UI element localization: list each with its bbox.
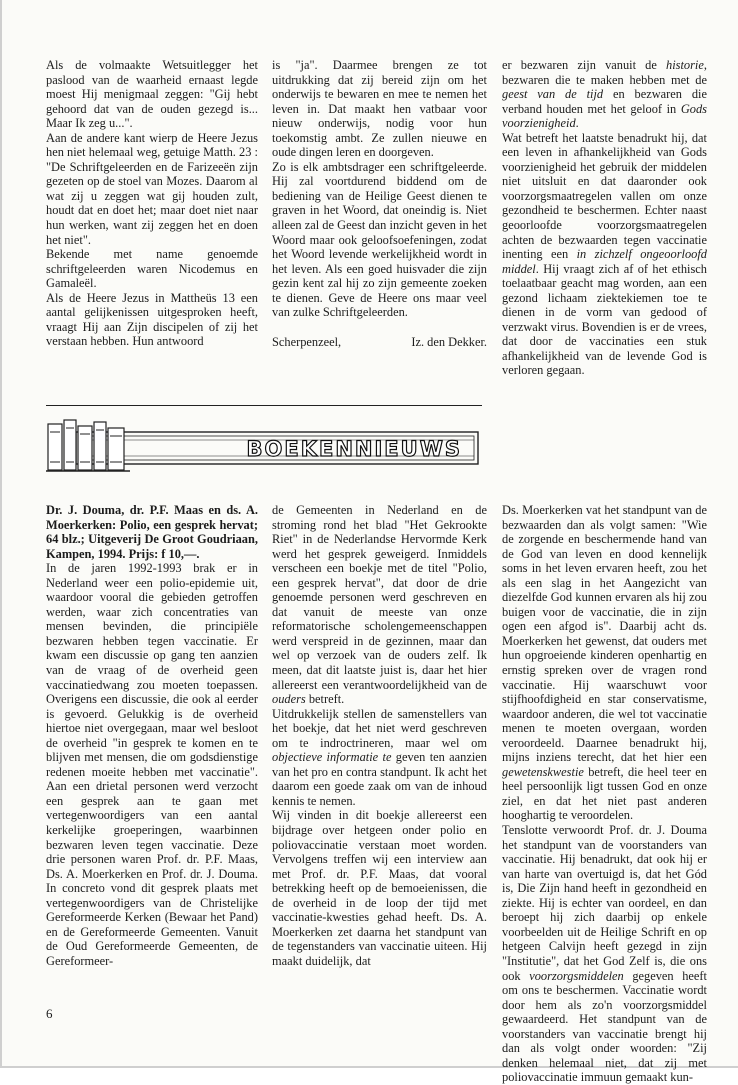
- paragraph: Ds. Moerkerken vat het standpunt van de bezwaarden dan als volgt samen: "Wie de zorgende en beschermende hand van de God van leven en dood kennelijk soms in het leven ervaren heeft, zou het als een slag in het Aangezicht van diezelfde God kunnen ervaren als hij zou buigen voor de vaccinatie, die in zijn ogen een afgod is". Daarbij acht ds. Moerkerken het gewenst, dat ouders met hun opgroeiende kinderen openhartig en ernstig spreken over de vragen rond vaccinatie. Hij waarschuwt voor stijfhoofdigheid en star conservatisme, waardoor anderen, die wel tot vaccinatie menen te moeten overgaan, worden veroordeeld. Daarnee benadrukt hij, mijns inziens terecht, dat het hier een gewetenskwestie betreft, die heel teer en heel persoonlijk ligt tussen God en onze ziel, en dat het niet past anderen hooghartig te veroordelen.: [502, 503, 707, 823]
- paragraph: In de jaren 1992-1993 brak er in Nederland weer een polio-epidemie uit, waardoor vooral die gebieden getroffen werden, waar zich concentraties van mensen bevinden, die principiële bezwaren hebben tegen vaccinatie. Er kwam een discussie op gang ten aanzien van de vraag of de overheid geen vaccinatiedwang zou moeten toepassen. Overigens een discussie, die ook al eerder is gevoerd. Gelukkig is de overheid hiertoe niet overgegaan, maar wel besloot de overheid "in gesprek te komen en te blijven met mensen, die om godsdienstige redenen moeite hebben met vaccinatie". Aan een drietal personen werd verzocht een gesprek aan te gaan met vertegenwoordigers van een aantal kerkelijke groeperingen, waarbinnen bezwaren leven tegen vaccinatie. Deze drie personen waren Prof. dr. P.F. Maas, Ds. A. Moerkerken en Prof. dr. J. Douma. In concreto vond dit gesprek plaats met vertegenwoordigers van de Christelijke Gereformeerde Kerken (Bewaar het Pand) en de Gereformeerde Gemeenten. Vanuit de Oud Gereformeerde Gemeenten, de Gereformeer-: [46, 561, 258, 968]
- page-number: 6: [46, 1006, 53, 1021]
- paragraph: Aan de andere kant wierp de Heere Jezus hen niet helemaal weg, getuige Matth. 23 : "De Schriftgeleerden en de Farizeeën zijn gezeten op de stoel van Mozes. Daarom al wat zij u zeggen wat gij houden zult, houdt dat en doet het; maar doet niet naar hun werken, want zij zeggen het en doen het niet".: [46, 130, 258, 247]
- paragraph: Als de Heere Jezus in Mattheüs 13 een aantal gelijkenissen uitgesproken heeft, vraagt Hij aan Zijn discipelen of zij het verstaan hebben. Hun antwoord: [46, 290, 258, 349]
- article-column-2: [272, 58, 487, 349]
- paragraph: Wij vinden in dit boekje allereerst een bijdrage over hetgeen onder polio en poliovaccinatie verstaan moet worden. Vervolgens treffen wij een interview aan met Prof. dr. P.F. Maas, dat vooral betrekking heeft op de bemoeienissen, die de overheid in de loop der tijd met vaccinatie-kwesties gehad heeft. Ds. A. Moerkerken zet daarna het standpunt van de tegenstanders van vaccinatie uiteen. Hij maakt duidelijk, dat: [272, 808, 487, 968]
- paragraph: Zo is elk ambtsdrager een schriftgeleerde. Hij zal voortdurend biddend om de bediening van de Heilige Geest dienen te graven in het Woord, dat oneindig is. Niet alleen zal de Geest dan inzicht geven in het Woord maar ook geloofsoefeningen, zodat het Woord levende werkelijkheid wordt in het leven. Als een goed huisvader die zijn gezin kent zal hij zo zijn gemeente zoeken te dienen. Geve de Heere ons maar veel van zulke Schriftgeleerden.: [272, 159, 487, 320]
- review-column-2: [272, 503, 487, 969]
- review-column-3: [502, 503, 707, 1085]
- section-title: BOEKENNIEUWS: [246, 437, 462, 461]
- article-column-1: [46, 58, 258, 349]
- paragraph: Tenslotte verwoordt Prof. dr. J. Douma het standpunt van de voorstanders van vaccinatie. Hij benadrukt, dat ook hij er van harte van overtuigd is, dat het Gód is, Die Zijn hand heeft in gezondheid en ziekte. Hij is echter van oordeel, en dan beroept hij zich daarbij op enkele voorbeelden uit de Heilige Schrift en op hetgeen Calvijn heeft gezegd in zijn "Institutie", dat het God Zelf is, die ons ook voorzorgsmiddelen gegeven heeft om ons te beschermen. Vaccinatie wordt door hem als zo'n voorzorgsmiddel gewaardeerd. Het standpunt van de voorstanders van vaccinatie brengt hij dan als volgt onder woorden: "Zij denken helemaal niet, dat zij met poliovaccinatie immuun gemaakt kun-: [502, 823, 707, 1085]
- signature-place: Scherpenzeel,: [272, 334, 342, 349]
- signature-line: [272, 335, 487, 350]
- section-divider: [46, 405, 482, 406]
- paragraph: Als de volmaakte Wetsuitlegger het paslood van de waarheid ernaast legde moest Hij menigmaal zeggen: "Gij hebt gehoord dat van de ouden gezegd is... Maar Ik zeg u...".: [46, 58, 258, 131]
- paragraph: Uitdrukkelijk stellen de samenstellers van het boekje, dat het niet werd geschreven om te indroctrineren, maar wel om objectieve informatie te geven ten aanzien van het pro en contra standpunt. Ik acht het daarom een goede zaak om van de inhoud kennis te nemen.: [272, 706, 487, 808]
- paragraph: is "ja". Daarmee brengen ze tot uitdrukking dat zij bereid zijn om het onderwijs te bewaren en mee te nemen het leven in. Dat maakt hen vatbaar voor nieuw onderwijs, nodig voor hun toekomstig ambt. Ze zullen nieuwe en oude dingen leren en doorgeven.: [272, 58, 487, 160]
- paragraph: Wat betreft het laatste benadrukt hij, dat een leven in afhankelijkheid van Gods voorzienigheid het gebruik der middelen niet uitsluit en dat daaronder ook voorzorgsmaatregelen vallen om onze gezondheid te beschermen. Echter naast geoorloofde voorzorgsmaatregelen achten de bezwaarden tegen vaccinatie inenting een in zichzelf ongeoorloofd middel. Hij vraagt zich af of het ethisch toelaatbaar geacht mag worden, aan een gezond lichaam ziektekiemen toe te dienen in de vorm van gedood of verzwakt virus. Bovendien is er de vrees, dat door de vaccinaties een stuk afhankelijkheid van de levende God is verloren gegaan.: [502, 130, 707, 378]
- review-column-1: [46, 503, 258, 969]
- paragraph: de Gemeenten in Nederland en de stroming rond het blad "Het Gekrookte Riet" in de Nederlandse Hervormde Kerk werd het gesprek geweigerd. Inmiddels verscheen een boekje met de titel "Polio, een gesprek hervat", dat door de drie genoemde personen werd geschreven en dat vanuit de meeste van onze reformatorische scholengemeenschappen werd verspreid in de gezinnen, maar dan wel op verzoek van de ouders zelf. Ik meen, dat dit laatste juist is, daar het hier allereerst een verantwoordelijkheid van de ouders betreft.: [272, 503, 487, 707]
- section-banner: [46, 418, 482, 478]
- review-heading: Dr. J. Douma, dr. P.F. Maas en ds. A. Moerkerken: Polio, een gesprek hervat; 64 blz.; Uitgeverij De Groot Goudriaan, Kampen, 1994. Prijs: f 10,—.: [46, 503, 258, 561]
- paragraph: er bezwaren zijn vanuit de historie, bezwaren die te maken hebben met de geest van de tijd en bezwaren die verband houden met het geloof in Gods voorzienigheid.: [502, 58, 707, 131]
- paragraph: Bekende met name genoemde schriftgeleerden waren Nicodemus en Gamaleël.: [46, 247, 258, 291]
- article-column-3: [502, 58, 707, 378]
- signature-author: Iz. den Dekker.: [411, 334, 487, 349]
